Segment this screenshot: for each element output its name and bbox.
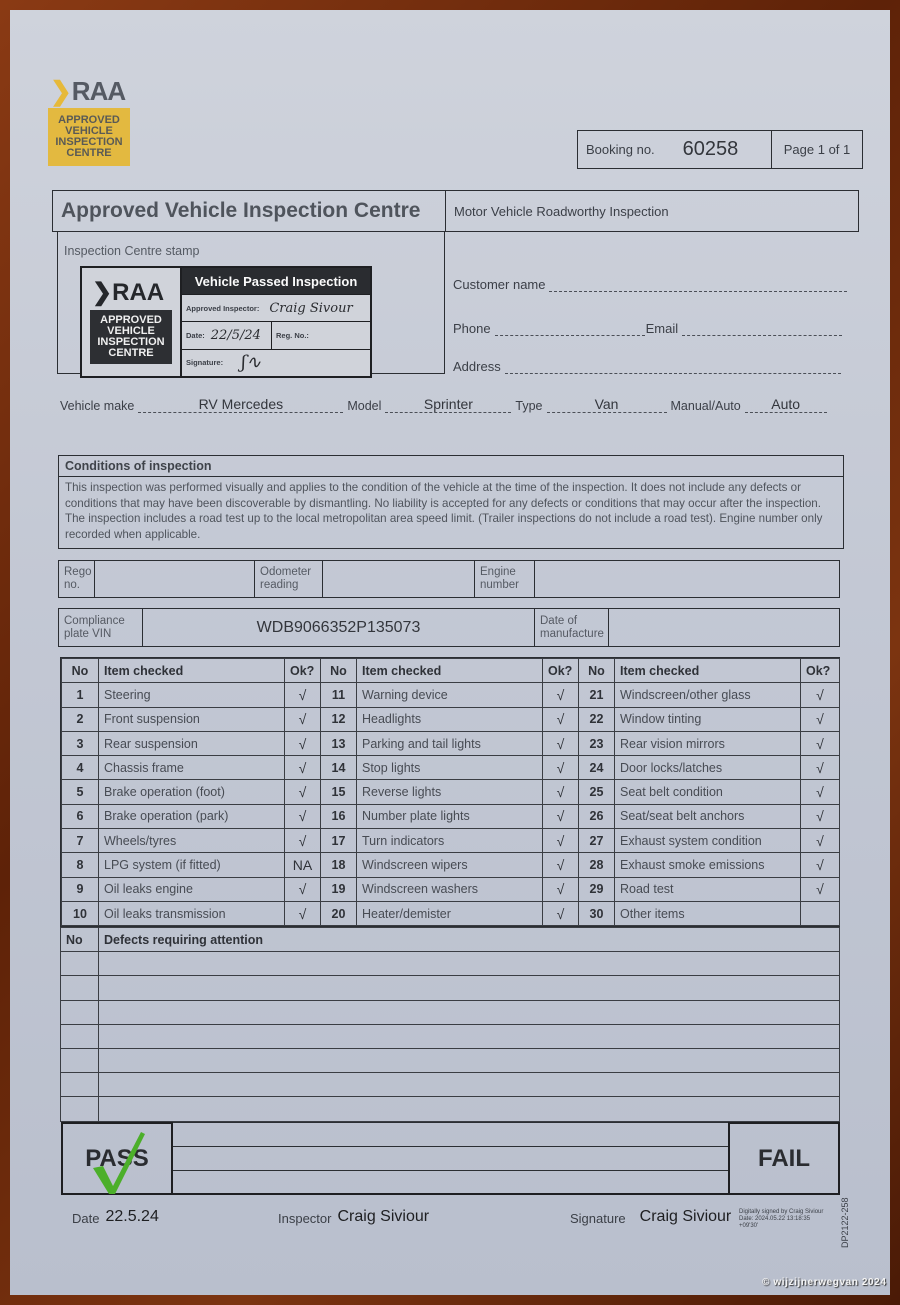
- vin-label: Compliance plate VIN: [59, 609, 143, 646]
- col-item: Item checked: [357, 659, 543, 683]
- table-row: [62, 780, 840, 804]
- model-value[interactable]: Sprinter: [385, 396, 511, 413]
- item-number: 17: [321, 829, 357, 853]
- digital-sig-line1: Digitally signed by Craig Siviour: [739, 1209, 824, 1215]
- defect-no-cell[interactable]: [61, 976, 99, 1000]
- result-notes: [173, 1122, 728, 1195]
- item-name: Stop lights: [357, 756, 543, 780]
- item-name: Window tinting: [615, 707, 801, 731]
- stamp-signature-label: Signature:: [186, 358, 224, 368]
- type-value[interactable]: Van: [547, 396, 667, 413]
- rego-value[interactable]: [95, 561, 255, 597]
- item-number: 18: [321, 853, 357, 877]
- col-no: No: [62, 659, 99, 683]
- table-row: [62, 707, 840, 731]
- item-number: 16: [321, 804, 357, 828]
- stamp-date-label: Date:: [186, 330, 205, 340]
- signature-value: Craig Siviour: [639, 1208, 732, 1225]
- checks-header-row: [62, 659, 840, 683]
- item-ok-cell[interactable]: √: [543, 877, 579, 901]
- table-row: [62, 853, 840, 877]
- item-number: 24: [579, 756, 615, 780]
- item-name: Exhaust smoke emissions: [615, 853, 801, 877]
- defect-row[interactable]: [61, 952, 840, 976]
- col-item: Item checked: [615, 659, 801, 683]
- table-row: [62, 683, 840, 707]
- item-number: 13: [321, 731, 357, 755]
- watermark: © wijzijnerwegvan 2024: [762, 1277, 887, 1288]
- table-row: [62, 877, 840, 901]
- phone-label: Phone: [453, 321, 491, 336]
- fail-box[interactable]: [728, 1122, 840, 1195]
- item-ok-cell[interactable]: [801, 901, 840, 925]
- conditions-text: This inspection was performed visually and applies to the condition of the vehicle at the time of the inspection. It does not include any defects or conditions that may have been discoverable by dismantling. No liability is accepted for any defects or conditions that may occur after the inspection. The inspection includes a road test up to the local metropolitan area speed limit. (Trailer inspections do not include a road test). Engine number only recorded when applicable.: [65, 481, 823, 541]
- digital-sig-line2: Date: 2024.05.22 13:18:35: [739, 1216, 811, 1222]
- date-label: Date: [72, 1211, 100, 1226]
- stamp-badge: [90, 310, 172, 364]
- item-name: Road test: [615, 877, 801, 901]
- item-number: 12: [321, 707, 357, 731]
- stamp-inspector-value: Craig Sivour: [269, 300, 353, 316]
- digital-sig-line3: +09'30': [739, 1223, 759, 1229]
- defects-header: Defects requiring attention: [99, 928, 840, 952]
- col-ok: Ok?: [543, 659, 579, 683]
- defect-row[interactable]: [61, 976, 840, 1000]
- defect-row[interactable]: [61, 1000, 840, 1024]
- col-no: No: [579, 659, 615, 683]
- item-number: 5: [62, 780, 99, 804]
- approved-badge: [48, 108, 130, 166]
- item-ok-cell[interactable]: √: [543, 829, 579, 853]
- trans-value[interactable]: Auto: [745, 396, 827, 413]
- stamp-chevron-icon: ❯: [92, 279, 113, 306]
- dom-value[interactable]: [609, 609, 839, 646]
- item-number: 7: [62, 829, 99, 853]
- item-name: Seat belt condition: [615, 780, 801, 804]
- item-name: Turn indicators: [357, 829, 543, 853]
- stamp-badge-text: APPROVED VEHICLE INSPECTION CENTRE: [97, 314, 165, 359]
- checks-table: [60, 657, 840, 927]
- footer-inspector: [278, 1208, 429, 1226]
- item-ok-cell[interactable]: √: [285, 683, 321, 707]
- stamp-section-label: Inspection Centre stamp: [64, 244, 200, 258]
- item-ok-cell[interactable]: √: [285, 780, 321, 804]
- dom-label: Date of manufacture: [535, 609, 609, 646]
- inspector-label: Inspector: [278, 1211, 332, 1226]
- item-name: Windscreen washers: [357, 877, 543, 901]
- item-name: Seat/seat belt anchors: [615, 804, 801, 828]
- signature-label: Signature: [570, 1211, 626, 1226]
- item-name: Brake operation (foot): [99, 780, 285, 804]
- item-ok-cell[interactable]: √: [801, 829, 840, 853]
- item-name: Exhaust system condition: [615, 829, 801, 853]
- item-number: 2: [62, 707, 99, 731]
- item-ok-cell[interactable]: √: [285, 877, 321, 901]
- defects-no-header: No: [61, 928, 99, 952]
- item-ok-cell[interactable]: NA: [285, 853, 321, 877]
- table-row: [62, 756, 840, 780]
- item-name: Rear suspension: [99, 731, 285, 755]
- approved-badge-text: APPROVED VEHICLE INSPECTION CENTRE: [55, 114, 123, 159]
- item-name: Oil leaks transmission: [99, 901, 285, 925]
- item-name: LPG system (if fitted): [99, 853, 285, 877]
- raa-logo: [50, 76, 125, 107]
- item-ok-cell[interactable]: √: [801, 756, 840, 780]
- item-ok-cell[interactable]: √: [801, 804, 840, 828]
- item-number: 29: [579, 877, 615, 901]
- vin-value[interactable]: WDB9066352P135073: [143, 609, 535, 646]
- item-ok-cell[interactable]: √: [543, 804, 579, 828]
- table-row: [62, 731, 840, 755]
- stamp-raa-logo: [92, 278, 164, 307]
- item-ok-cell[interactable]: √: [543, 901, 579, 925]
- booking-box: [577, 130, 863, 169]
- green-check-icon: [89, 1130, 149, 1196]
- defect-no-cell[interactable]: [61, 1000, 99, 1024]
- table-row: [62, 804, 840, 828]
- defect-text-cell[interactable]: [99, 1024, 840, 1048]
- stamp-raa-text: RAA: [112, 279, 165, 306]
- col-ok: Ok?: [285, 659, 321, 683]
- defect-text-cell[interactable]: [99, 1000, 840, 1024]
- item-name: Steering: [99, 683, 285, 707]
- vehicle-details-row: [60, 396, 850, 413]
- defect-text-cell[interactable]: [99, 976, 840, 1000]
- item-number: 28: [579, 853, 615, 877]
- item-name: Brake operation (park): [99, 804, 285, 828]
- address-label: Address: [453, 359, 501, 374]
- phone-field[interactable]: [453, 321, 842, 336]
- form-subtitle: Motor Vehicle Roadworthy Inspection: [445, 190, 859, 232]
- engine-value[interactable]: [535, 561, 839, 597]
- date-value: 22.5.24: [105, 1208, 159, 1225]
- item-ok-cell[interactable]: √: [285, 707, 321, 731]
- model-label: Model: [347, 399, 382, 413]
- defect-text-cell[interactable]: [99, 1097, 840, 1121]
- item-number: 8: [62, 853, 99, 877]
- item-ok-cell[interactable]: √: [801, 853, 840, 877]
- item-number: 25: [579, 780, 615, 804]
- table-row: [62, 901, 840, 925]
- rego-row: [58, 560, 840, 598]
- stamp-heading: Vehicle Passed Inspection: [182, 268, 370, 294]
- footer-date: [72, 1208, 159, 1226]
- item-ok-cell[interactable]: √: [285, 901, 321, 925]
- item-name: Rear vision mirrors: [615, 731, 801, 755]
- conditions-box: [58, 455, 844, 549]
- chevron-logo-icon: ❯: [50, 76, 71, 106]
- item-name: Chassis frame: [99, 756, 285, 780]
- defect-row[interactable]: [61, 1024, 840, 1048]
- item-name: Headlights: [357, 707, 543, 731]
- booking-label: Booking no.: [586, 142, 655, 157]
- item-name: Other items: [615, 901, 801, 925]
- item-number: 4: [62, 756, 99, 780]
- col-item: Item checked: [99, 659, 285, 683]
- item-ok-cell[interactable]: √: [543, 853, 579, 877]
- item-name: Front suspension: [99, 707, 285, 731]
- inspection-stamp: [80, 266, 372, 378]
- odometer-label: Odometer reading: [255, 561, 323, 597]
- item-name: Wheels/tyres: [99, 829, 285, 853]
- item-name: Warning device: [357, 683, 543, 707]
- form-title: Approved Vehicle Inspection Centre: [52, 190, 445, 232]
- item-number: 22: [579, 707, 615, 731]
- item-number: 20: [321, 901, 357, 925]
- fail-label: FAIL: [758, 1144, 810, 1172]
- trans-label: Manual/Auto: [670, 399, 741, 413]
- customer-name-label: Customer name: [453, 277, 546, 292]
- conditions-heading: Conditions of inspection: [59, 456, 843, 477]
- item-ok-cell[interactable]: √: [543, 731, 579, 755]
- pass-box[interactable]: [61, 1122, 173, 1195]
- defect-text-cell[interactable]: [99, 1048, 840, 1072]
- item-ok-cell[interactable]: √: [543, 756, 579, 780]
- inspector-value: Craig Siviour: [337, 1208, 430, 1225]
- item-ok-cell[interactable]: √: [285, 829, 321, 853]
- item-ok-cell[interactable]: √: [285, 756, 321, 780]
- stamp-inspector-label: Approved Inspector:: [186, 303, 260, 313]
- pass-label: PASS: [85, 1144, 149, 1172]
- item-ok-cell[interactable]: √: [543, 683, 579, 707]
- customer-name-field[interactable]: [453, 277, 847, 292]
- defect-no-cell[interactable]: [61, 1024, 99, 1048]
- rego-label: Rego no.: [59, 561, 95, 597]
- item-ok-cell[interactable]: √: [801, 683, 840, 707]
- defect-text-cell[interactable]: [99, 952, 840, 976]
- defect-no-cell[interactable]: [61, 952, 99, 976]
- item-number: 3: [62, 731, 99, 755]
- item-number: 19: [321, 877, 357, 901]
- email-label: Email: [645, 321, 679, 336]
- item-name: Windscreen/other glass: [615, 683, 801, 707]
- page-indicator: Page 1 of 1: [783, 142, 851, 157]
- defect-row[interactable]: [61, 1073, 840, 1097]
- item-number: 10: [62, 901, 99, 925]
- defect-no-cell[interactable]: [61, 1048, 99, 1072]
- item-number: 26: [579, 804, 615, 828]
- footer-signature: [570, 1208, 731, 1226]
- defect-row[interactable]: [61, 1048, 840, 1072]
- item-ok-cell[interactable]: √: [801, 780, 840, 804]
- item-number: 1: [62, 683, 99, 707]
- item-ok-cell[interactable]: √: [543, 707, 579, 731]
- item-number: 11: [321, 683, 357, 707]
- item-number: 21: [579, 683, 615, 707]
- table-row: [62, 829, 840, 853]
- item-name: Oil leaks engine: [99, 877, 285, 901]
- item-ok-cell[interactable]: √: [801, 877, 840, 901]
- engine-label: Engine number: [475, 561, 535, 597]
- vin-row: [58, 608, 840, 647]
- address-field[interactable]: [453, 359, 841, 374]
- raa-logo-text: RAA: [71, 76, 126, 106]
- item-number: 14: [321, 756, 357, 780]
- item-name: Number plate lights: [357, 804, 543, 828]
- item-name: Windscreen wipers: [357, 853, 543, 877]
- item-name: Reverse lights: [357, 780, 543, 804]
- item-number: 6: [62, 804, 99, 828]
- item-name: Parking and tail lights: [357, 731, 543, 755]
- col-ok: Ok?: [801, 659, 840, 683]
- defect-no-cell[interactable]: [61, 1073, 99, 1097]
- item-ok-cell[interactable]: √: [285, 731, 321, 755]
- item-number: 23: [579, 731, 615, 755]
- form-code: DP2122-258: [840, 1197, 850, 1248]
- item-number: 9: [62, 877, 99, 901]
- item-ok-cell[interactable]: √: [543, 780, 579, 804]
- defect-text-cell[interactable]: [99, 1073, 840, 1097]
- item-name: Heater/demister: [357, 901, 543, 925]
- col-no: No: [321, 659, 357, 683]
- odometer-value[interactable]: [323, 561, 475, 597]
- stamp-signature-mark: ʃ∿: [241, 352, 262, 374]
- booking-number: 60258: [682, 138, 739, 160]
- defects-header-row: [61, 928, 840, 952]
- vehicle-make-value[interactable]: RV Mercedes: [138, 396, 343, 413]
- item-number: 27: [579, 829, 615, 853]
- item-number: 30: [579, 901, 615, 925]
- item-number: 15: [321, 780, 357, 804]
- stamp-date-value: 22/5/24: [210, 327, 261, 343]
- item-ok-cell[interactable]: √: [801, 731, 840, 755]
- stamp-reg-label: Reg. No.:: [276, 330, 309, 340]
- defect-row[interactable]: [61, 1097, 840, 1121]
- defects-table: [60, 927, 840, 1122]
- item-ok-cell[interactable]: √: [801, 707, 840, 731]
- defect-no-cell[interactable]: [61, 1097, 99, 1121]
- digital-signature-note: [739, 1209, 823, 1230]
- vehicle-make-label: Vehicle make: [60, 399, 135, 413]
- item-ok-cell[interactable]: √: [285, 804, 321, 828]
- item-name: Door locks/latches: [615, 756, 801, 780]
- type-label: Type: [515, 399, 543, 413]
